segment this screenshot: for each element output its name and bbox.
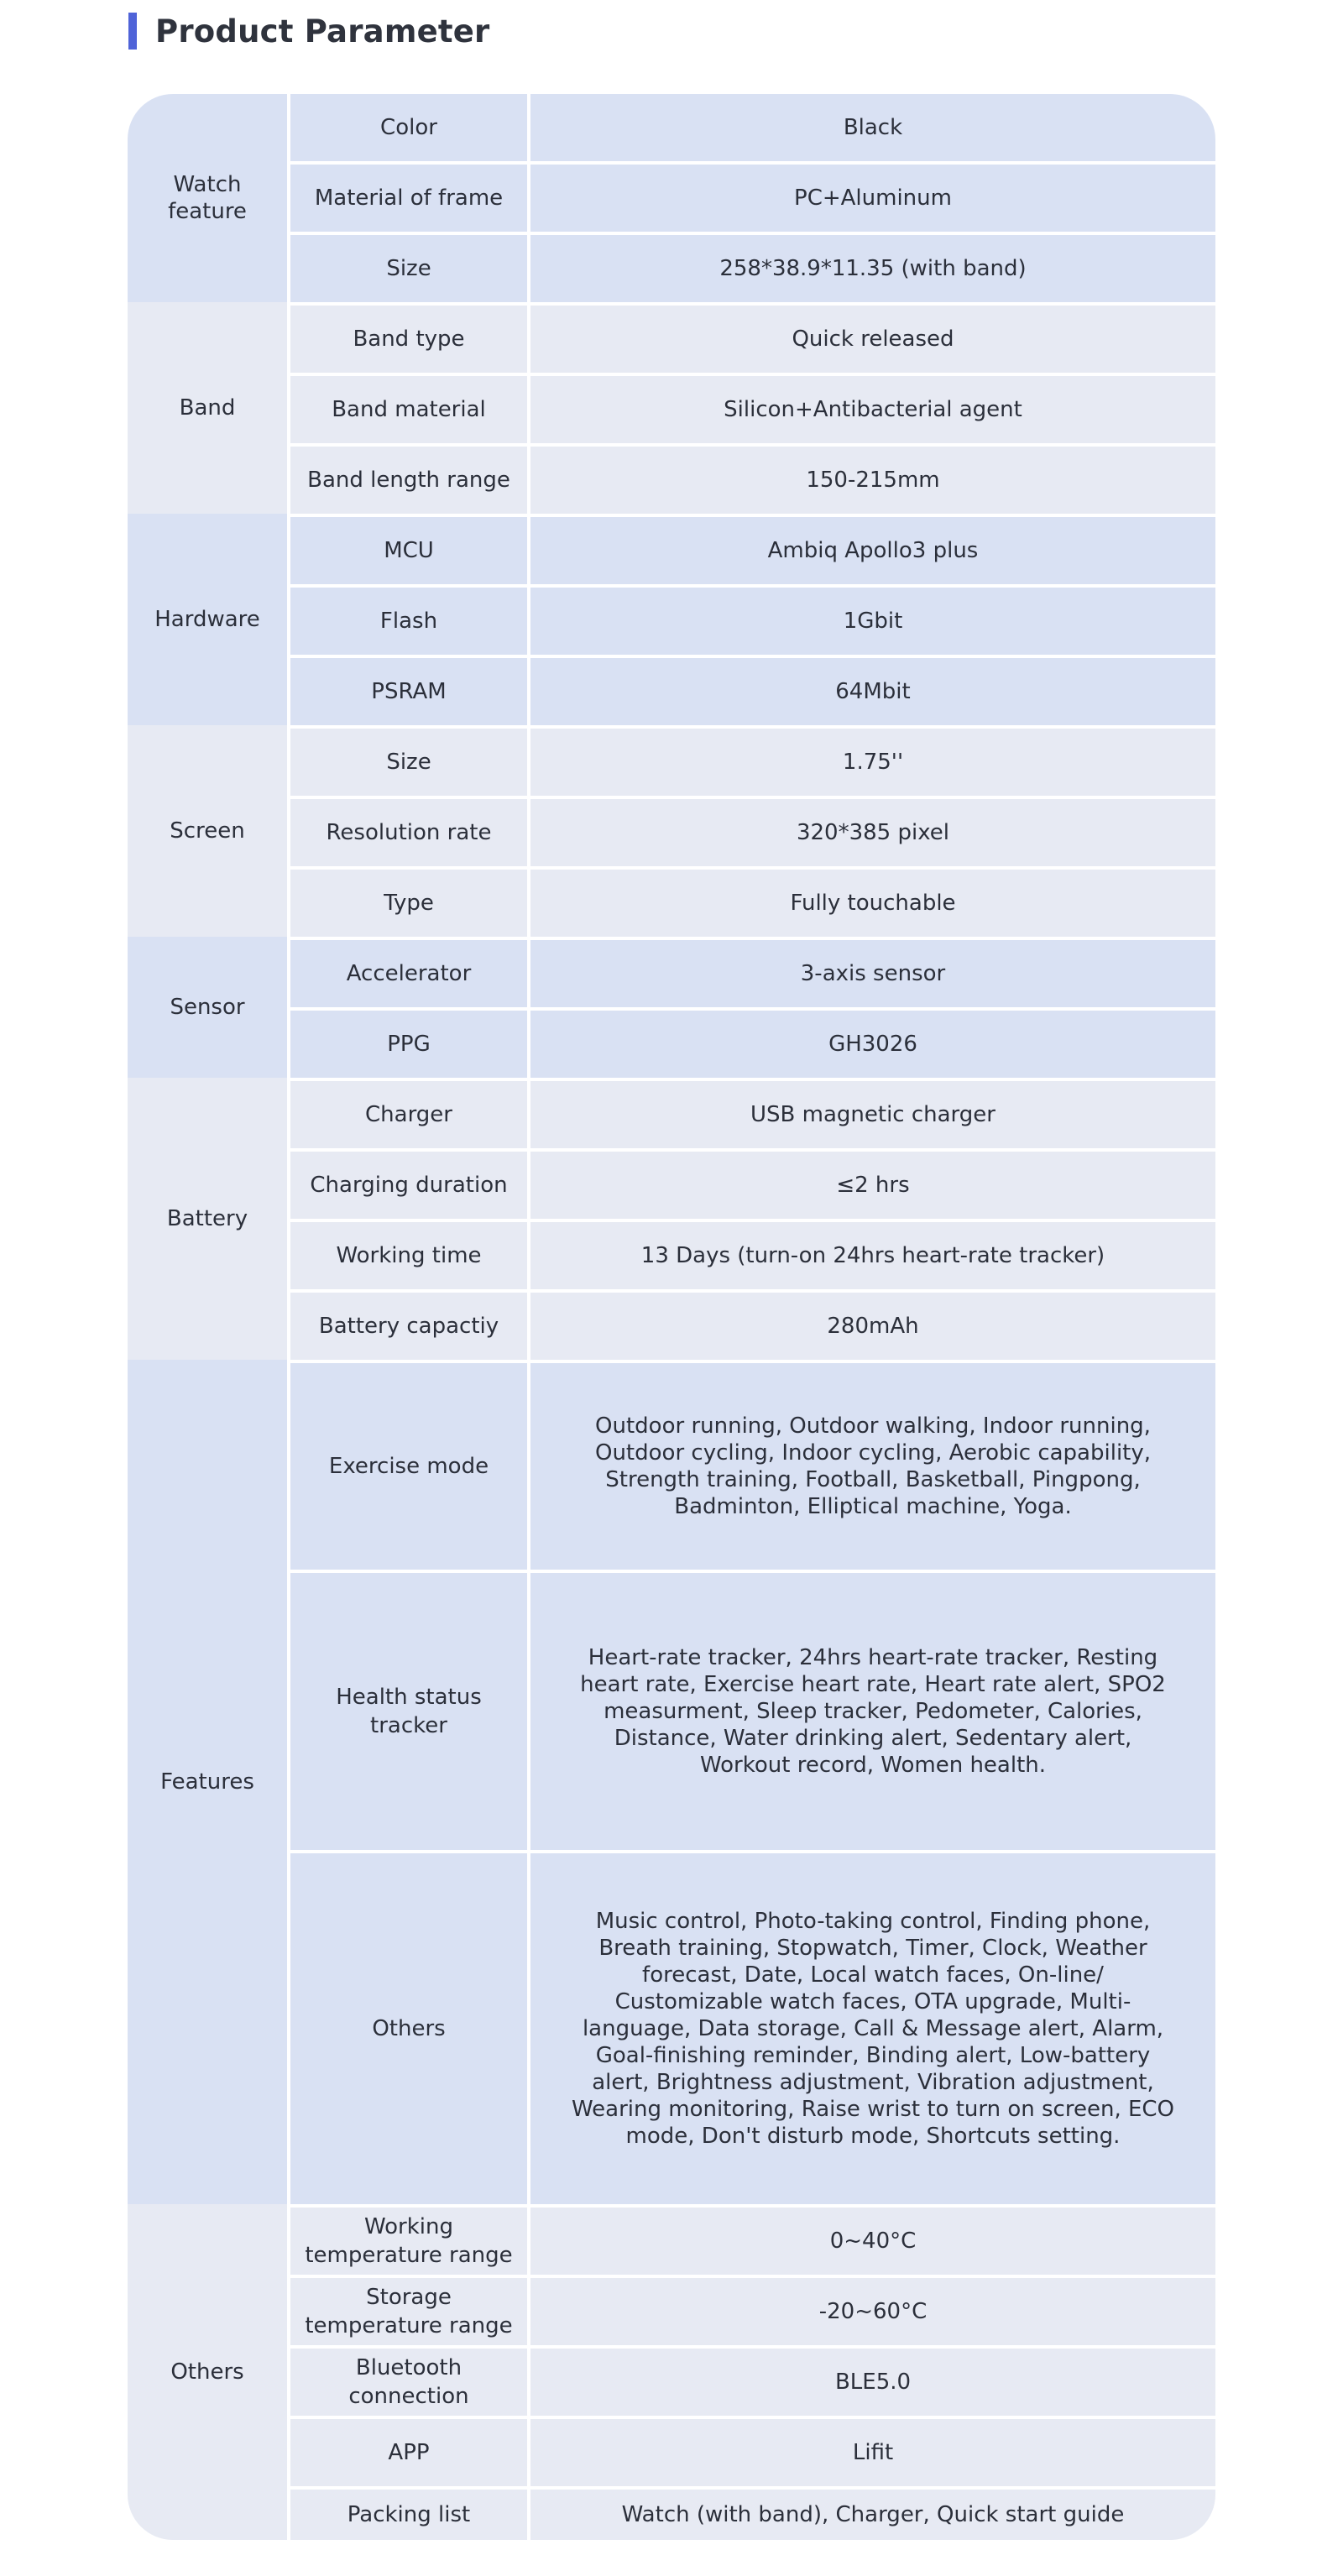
value-cell: Heart-rate tracker, 24hrs heart-rate tracker, Resting heart rate, Exercise heart rate, Heart rate alert, SPO2 measurment, Sleep tracker, Pedometer, Calories, Distance, Water drinking alert, Sedentary alert, Workout record, Women health. <box>530 1573 1215 1850</box>
category-features: Features <box>128 1360 287 2204</box>
param-cell: Size <box>290 729 527 796</box>
value-cell: 1Gbit <box>530 588 1215 655</box>
value-cell: 258*38.9*11.35 (with band) <box>530 235 1215 302</box>
category-battery: Battery <box>128 1078 287 1360</box>
param-cell: Charging duration <box>290 1152 527 1219</box>
value-cell: Quick released <box>530 306 1215 373</box>
param-cell: Exercise mode <box>290 1363 527 1570</box>
param-cell: Accelerator <box>290 940 527 1007</box>
category-band: Band <box>128 302 287 514</box>
category-watch-feature: Watch feature <box>128 94 287 302</box>
section-heading <box>128 13 490 50</box>
param-cell: Working temperature range <box>290 2208 527 2275</box>
value-cell: Fully touchable <box>530 870 1215 937</box>
value-cell: Silicon+Antibacterial agent <box>530 376 1215 443</box>
param-cell: Material of frame <box>290 165 527 232</box>
value-cell: 150-215mm <box>530 447 1215 514</box>
category-others: Others <box>128 2204 287 2540</box>
param-cell: Resolution rate <box>290 799 527 866</box>
value-cell: 1.75'' <box>530 729 1215 796</box>
param-cell: Type <box>290 870 527 937</box>
heading-accent-bar <box>128 13 137 50</box>
page-title: Product Parameter <box>155 13 490 50</box>
category-sensor: Sensor <box>128 937 287 1078</box>
value-cell: Music control, Photo-taking control, Finding phone, Breath training, Stopwatch, Timer, Clock, Weather forecast, Date, Local watch faces, On-line/ Customizable watch faces, OTA upgrade, Multi-language, Data storage, Call & Message alert, Alarm, Goal-finishing reminder, Binding alert, Low-battery alert, Brightness adjustment, Vibration adjustment, Wearing monitoring, Raise wrist to turn on screen, ECO mode, Don't disturb mode, Shortcuts setting. <box>530 1853 1215 2204</box>
value-cell: 280mAh <box>530 1293 1215 1360</box>
value-cell: 0~40°C <box>530 2208 1215 2275</box>
param-cell: Size <box>290 235 527 302</box>
parameter-table <box>128 94 1215 2540</box>
value-cell: Ambiq Apollo3 plus <box>530 517 1215 584</box>
param-cell: Health status tracker <box>290 1573 527 1850</box>
param-cell: Packing list <box>290 2490 527 2540</box>
param-cell: Color <box>290 94 527 161</box>
value-cell: USB magnetic charger <box>530 1081 1215 1148</box>
param-cell: Flash <box>290 588 527 655</box>
param-cell: APP <box>290 2419 527 2486</box>
category-screen: Screen <box>128 725 287 937</box>
value-cell: 13 Days (turn-on 24hrs heart-rate tracker) <box>530 1222 1215 1289</box>
value-cell: 3-axis sensor <box>530 940 1215 1007</box>
param-cell: Others <box>290 1853 527 2204</box>
value-cell: PC+Aluminum <box>530 165 1215 232</box>
category-hardware: Hardware <box>128 514 287 725</box>
param-cell: Band type <box>290 306 527 373</box>
param-cell: Bluetooth connection <box>290 2349 527 2416</box>
param-cell: Storage temperature range <box>290 2278 527 2345</box>
value-cell: GH3026 <box>530 1011 1215 1078</box>
param-cell: Battery capactiy <box>290 1293 527 1360</box>
value-cell: 320*385 pixel <box>530 799 1215 866</box>
param-cell: Band material <box>290 376 527 443</box>
param-cell: Band length range <box>290 447 527 514</box>
value-cell: 64Mbit <box>530 658 1215 725</box>
value-cell: ≤2 hrs <box>530 1152 1215 1219</box>
value-cell: -20~60°C <box>530 2278 1215 2345</box>
param-cell: Working time <box>290 1222 527 1289</box>
value-cell: Outdoor running, Outdoor walking, Indoor running, Outdoor cycling, Indoor cycling, Aerobic capability, Strength training, Football, Basketball, Pingpong, Badminton, Elliptical machine, Yoga. <box>530 1363 1215 1570</box>
value-cell: Watch (with band), Charger, Quick start guide <box>530 2490 1215 2540</box>
value-cell: Lifit <box>530 2419 1215 2486</box>
param-cell: Charger <box>290 1081 527 1148</box>
param-cell: PPG <box>290 1011 527 1078</box>
value-cell: Black <box>530 94 1215 161</box>
value-cell: BLE5.0 <box>530 2349 1215 2416</box>
param-cell: MCU <box>290 517 527 584</box>
param-cell: PSRAM <box>290 658 527 725</box>
